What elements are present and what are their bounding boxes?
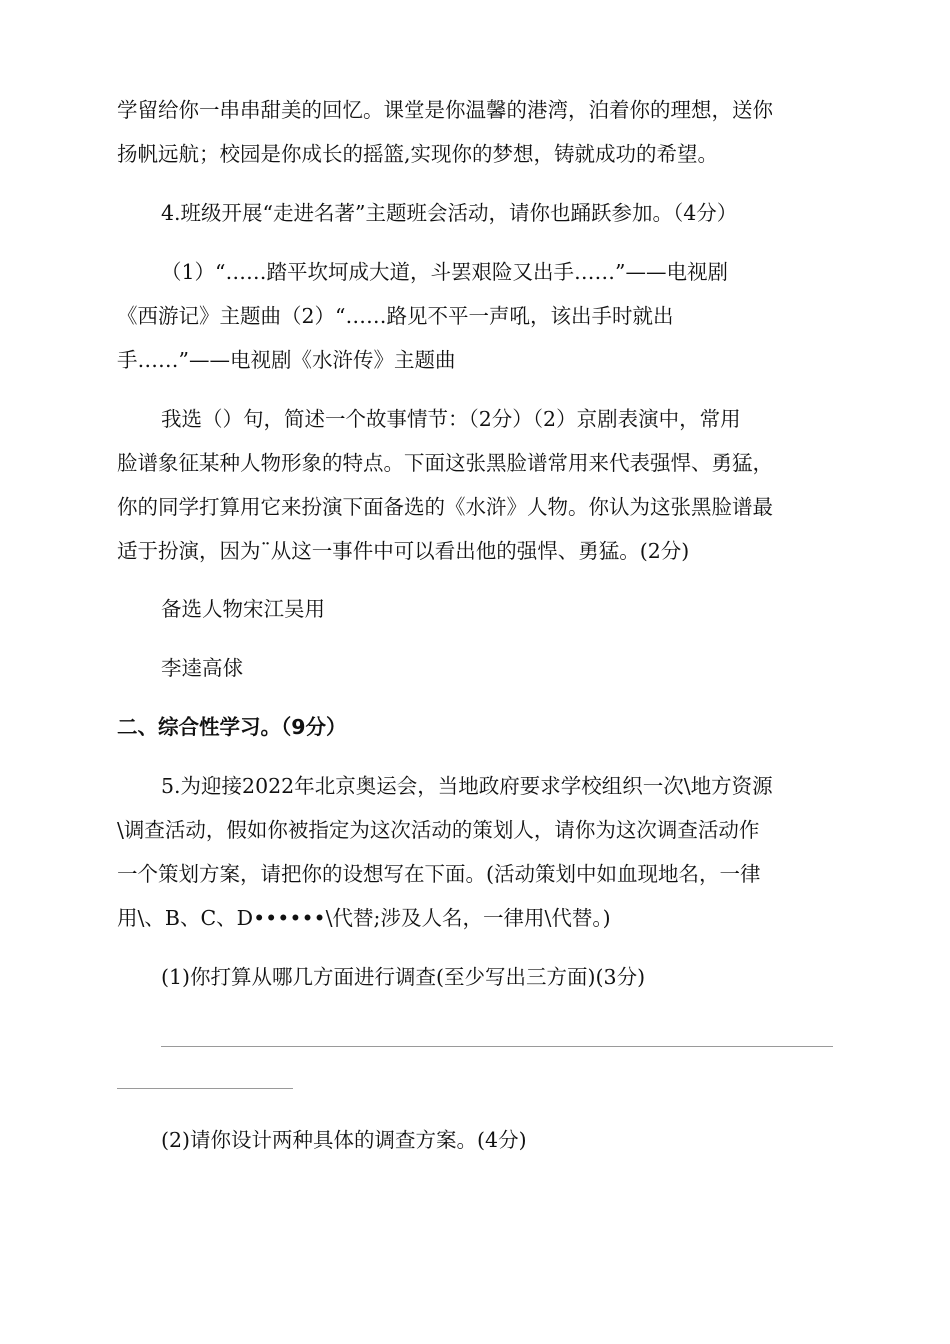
question-5-line-4: 用\、B、C、D••••••\代替;涉及人名，一律用\代替。) [117, 906, 611, 930]
answer-line-2 [117, 1088, 293, 1089]
intro-line-1: 学留给你一串串甜美的回忆。课堂是你温馨的港湾，泊着你的理想，送你 [117, 98, 773, 122]
task-line-4: 适于扮演，因为¨从这一事件中可以看出他的强悍、勇猛。(2分) [117, 539, 690, 563]
answer-line-1 [161, 1046, 833, 1047]
candidates-line-2: 李逵高俅 [161, 656, 243, 680]
question-5-sub-1: (1)你打算从哪几方面进行调查(至少写出三方面)(3分) [161, 965, 646, 989]
intro-line-2: 扬帆远航；校园是你成长的摇篮,实现你的梦想，铸就成功的希望。 [117, 142, 719, 166]
task-line-1: 我选（）句，简述一个故事情节：（2分）（2）京剧表演中，常用 [161, 407, 741, 431]
candidates-line-1: 备选人物宋江吴用 [161, 597, 325, 621]
question-5-line-2: \调查活动，假如你被指定为这次活动的策划人，请你为这次调查活动作 [117, 818, 760, 842]
question-5-sub-2: (2)请你设计两种具体的调查方案。(4分) [161, 1128, 527, 1152]
question-5-line-1: 5.为迎接2022年北京奥运会，当地政府要求学校组织一次\地方资源 [161, 774, 773, 798]
song-line-3: 手……”——电视剧《水浒传》主题曲 [117, 348, 456, 372]
question-4-title: 4.班级开展“走进名著”主题班会活动，请你也踊跃参加。（4分） [161, 201, 738, 225]
task-line-2: 脸谱象征某种人物形象的特点。下面这张黑脸谱常用来代表强悍、勇猛， [117, 451, 773, 475]
question-5-line-3: 一个策划方案，请把你的设想写在下面。(活动策划中如血现地名，一律 [117, 862, 761, 886]
task-line-3: 你的同学打算用它来扮演下面备选的《水浒》人物。你认为这张黑脸谱最 [117, 495, 773, 519]
song-line-1: （1）“……踏平坎坷成大道，斗罢艰险又出手……”——电视剧 [161, 260, 729, 284]
song-line-2: 《西游记》主题曲（2）“……路见不平一声吼，该出手时就出 [117, 304, 674, 328]
section-2-heading: 二、综合性学习。（9分） [117, 715, 347, 739]
